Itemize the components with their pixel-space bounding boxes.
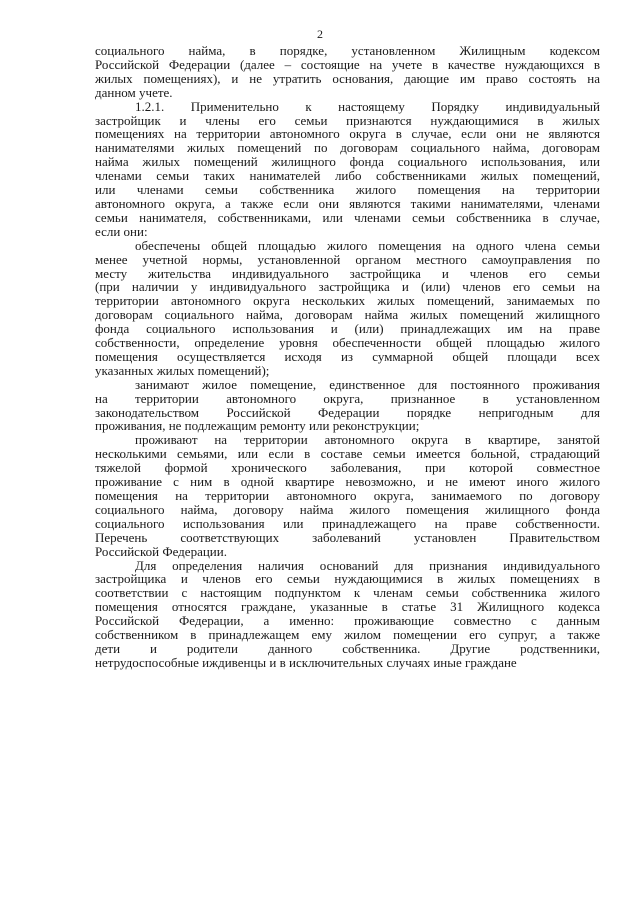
paragraph	[95, 433, 600, 558]
text-line: соответствии с настоящим подпунктом к членам семьи собственника жилого	[95, 585, 600, 601]
paragraph	[95, 239, 600, 378]
text-line: автономного округа, а также если они являются такими нанимателями, членами	[95, 195, 600, 211]
text-line: несколькими семьями, или если в составе семьи имеется больной, страдающий	[95, 446, 600, 462]
text-line: проживания, не подлежащим ремонту или реконструкции;	[95, 418, 420, 434]
text-line: данном учете.	[95, 84, 173, 100]
text-line: Российской Федерации (далее – состоящие на учете в качестве нуждающихся в	[95, 56, 600, 72]
text-line: семьи нанимателя, собственниками, или членами семьи собственника в случае,	[95, 209, 600, 225]
text-line: помещения относятся граждане, указанные в статье 31 Жилищного кодекса	[95, 599, 600, 615]
text-line: социального найма, в порядке, установленном Жилищным кодексом	[95, 43, 600, 58]
text-line: 1.2.1. Применительно к настоящему Порядку индивидуальный	[135, 98, 600, 114]
text-line: собственником в принадлежащем ему жилом помещении его супруг, а также	[95, 627, 600, 643]
text-line: найма жилых помещений жилищного фонда социального использования, или	[95, 154, 600, 170]
text-line: застройщик и члены его семьи признаются нуждающимися в жилых	[95, 112, 600, 128]
text-line: занимают жилое помещение, единственное для постоянного проживания	[135, 376, 600, 392]
text-line: дети и родители данного собственника. Другие родственники,	[95, 640, 600, 656]
text-line: месту жительства индивидуального застройщика и членов его семьи	[95, 265, 600, 281]
text-line: если они:	[95, 223, 148, 239]
text-line: членами семьи таких нанимателей либо собственниками жилых помещений,	[95, 168, 600, 184]
text-line: Российской Федерации.	[95, 543, 227, 559]
text-line: Перечень соответствующих заболеваний установлен Правительством	[95, 529, 600, 545]
text-line: Для определения наличия оснований для признания индивидуального	[135, 557, 600, 573]
text-line: проживают на территории автономного округа в квартире, занятой	[135, 432, 600, 448]
text-line: тяжелой формой хронического заболевания, при которой совместное	[95, 460, 600, 476]
text-line: (при наличии у индивидуального застройщика и (или) членов его семьи на	[95, 279, 600, 295]
text-line: нетрудоспособные иждивенцы и в исключительных случаях иные граждане	[95, 654, 517, 670]
document-body	[95, 44, 600, 670]
paragraph	[95, 559, 600, 670]
text-line: нанимателями жилых помещений по договорам социального найма, договорам	[95, 140, 600, 156]
paragraph	[95, 378, 600, 434]
text-line: территории автономного округа нескольких жилых помещений, занимаемых по	[95, 293, 600, 309]
paragraph	[95, 100, 600, 239]
text-line: жилых помещениях), и не утратить основания, дающие им право состоять на	[95, 70, 600, 86]
text-line: законодательством Российской Федерации порядке непригодным для	[95, 404, 600, 420]
text-line: застройщика и членов его семьи нуждающимися в жилых помещениях в	[95, 571, 600, 587]
text-line: помещения на территории автономного округа, занимаемого по договору	[95, 488, 600, 503]
text-line: Российской Федерации, а именно: проживающие совместно с данным	[95, 613, 600, 629]
text-line: обеспечены общей площадью жилого помещения на одного члена семьи	[135, 237, 600, 253]
text-line: собственности, определение уровня обеспеченности общей площадью жилого	[95, 335, 600, 351]
text-line: социального найма, договору найма жилого помещения жилищного фонда	[95, 501, 600, 517]
text-line: менее учетной нормы, установленной органом местного самоуправления по	[95, 251, 600, 267]
text-line: на территории автономного округа, признанное в установленном	[95, 390, 600, 406]
text-line: договорам социального найма, договорам найма жилых помещений жилищного	[95, 307, 600, 323]
text-line: помещения осуществляется исходя из суммарной общей площади всех	[95, 348, 600, 364]
text-line: проживание с ним в одной квартире невозможно, и не имеют иного жилого	[95, 474, 600, 490]
text-line: указанных жилых помещений);	[95, 362, 270, 378]
text-line: фонда социального использования и (или) принадлежащих им на праве	[95, 321, 600, 337]
text-line: помещениях на территории автономного округа в случае, если они не являются	[95, 126, 600, 142]
text-line: социального использования или принадлежащего на праве собственности.	[95, 515, 600, 531]
page-number: 2	[317, 27, 323, 41]
text-line: или членами семьи собственника жилого помещения на территории	[95, 182, 600, 198]
paragraph	[95, 44, 600, 100]
